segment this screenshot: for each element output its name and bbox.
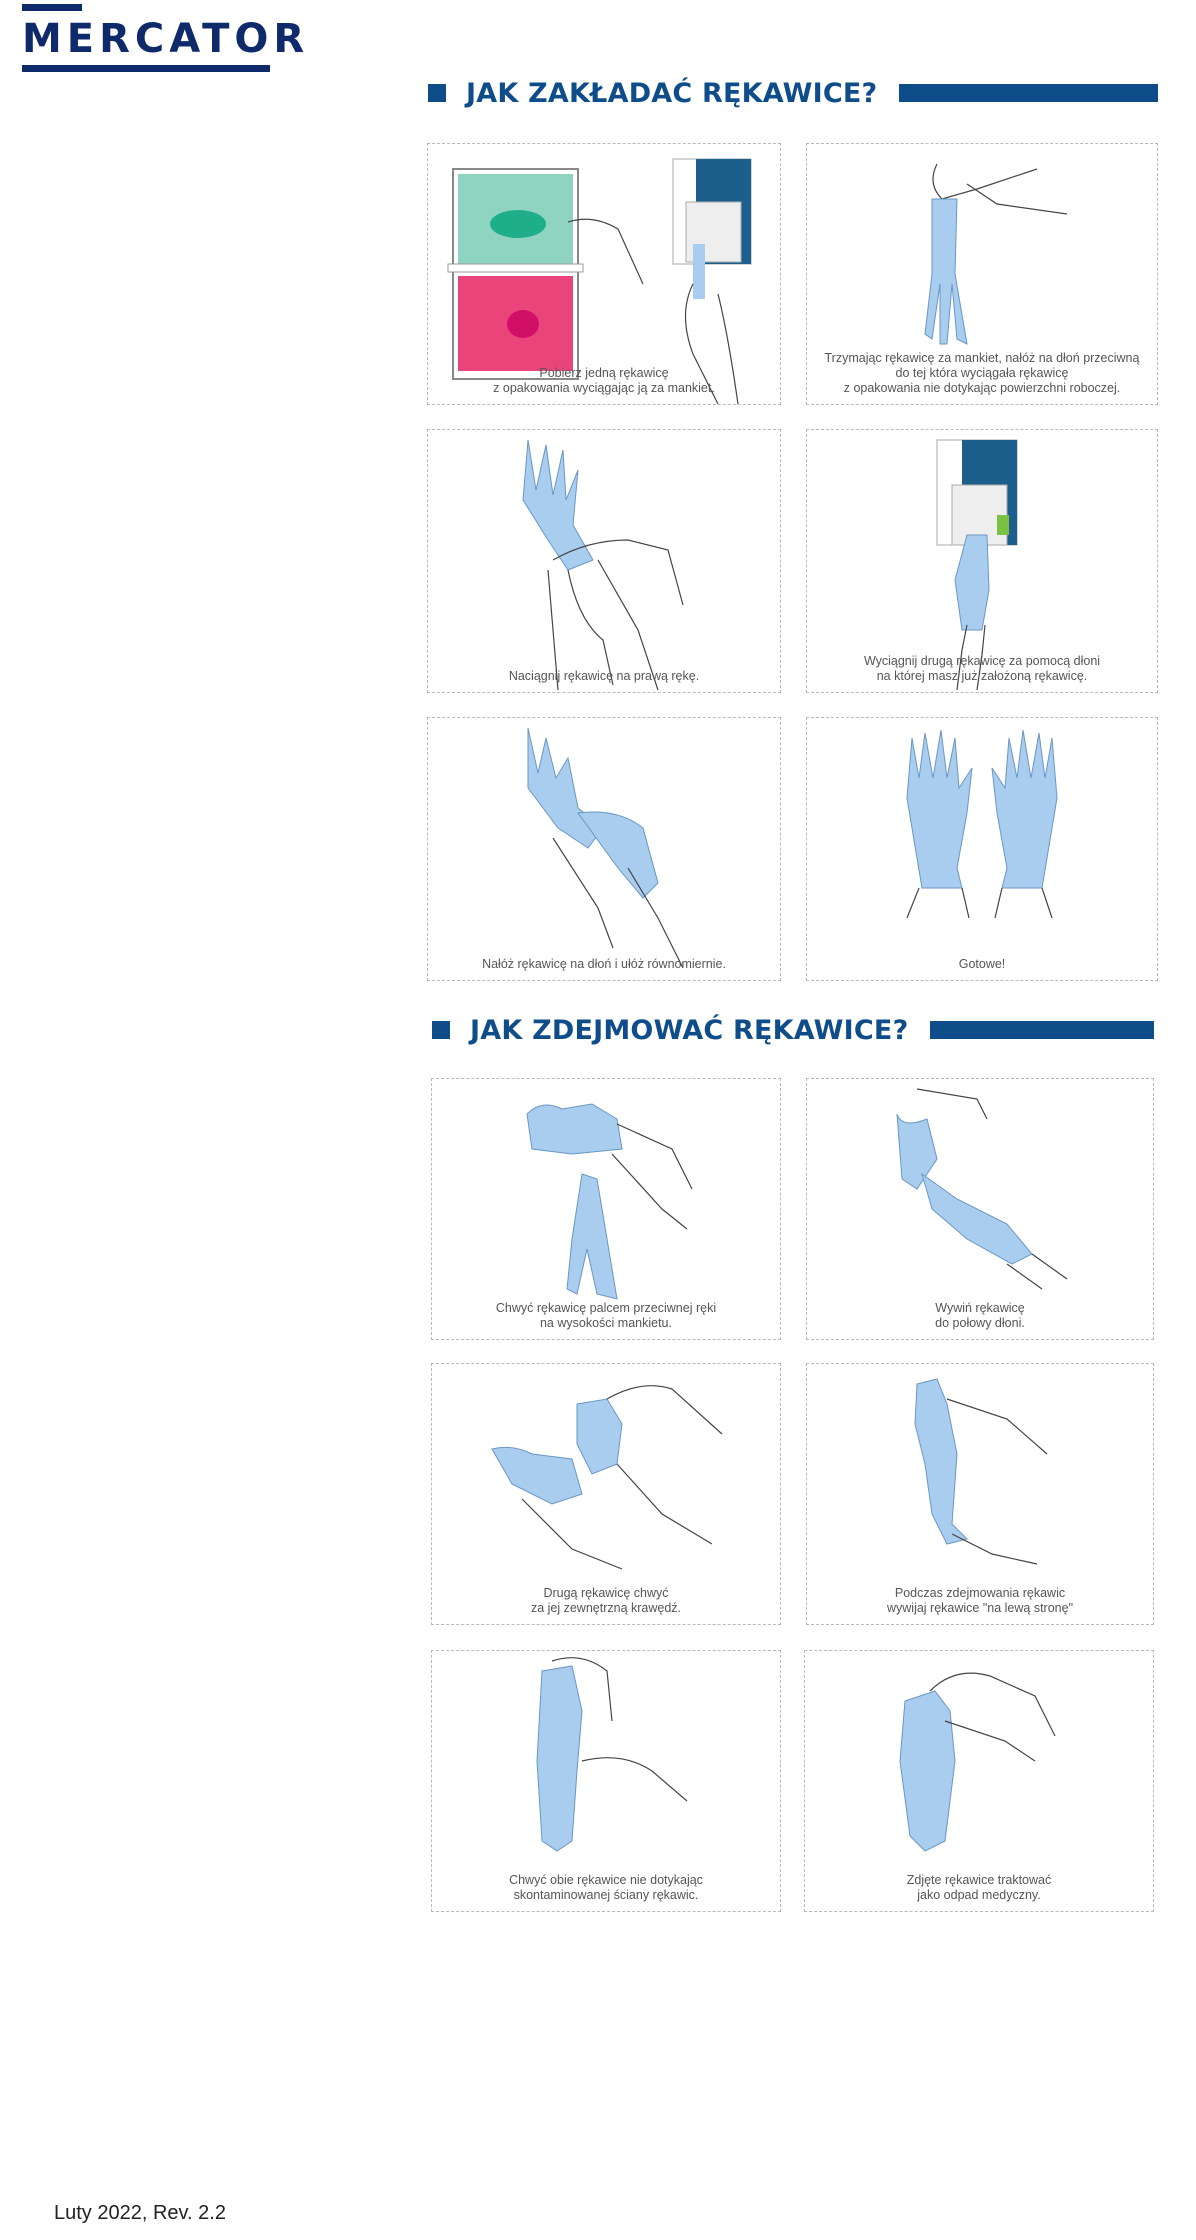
mercator-logo xyxy=(22,4,310,72)
take-off-step-6 xyxy=(804,1650,1154,1912)
put-on-step-3 xyxy=(427,429,781,693)
heading-square-icon xyxy=(432,1021,450,1039)
step-caption: Gotowe! xyxy=(958,957,1006,971)
heading-rule xyxy=(899,84,1158,102)
take-off-step-1 xyxy=(431,1078,781,1340)
take-off-heading xyxy=(432,1014,1154,1046)
put-on-step-6 xyxy=(806,717,1158,981)
put-on-title: JAK ZAKŁADAĆ RĘKAWICE? xyxy=(466,77,878,109)
step-caption: Wyciągnij drugą rękawicę za pomocą dłoni na której masz już założoną rękawicę. xyxy=(863,654,1101,683)
step-caption: Podczas zdejmowania rękawic wywijaj rękawice "na lewą stronę" xyxy=(886,1586,1074,1615)
heading-square-icon xyxy=(428,84,446,102)
step-caption: Wywiń rękawicę do połowy dłoni. xyxy=(935,1301,1025,1330)
take-off-step-4 xyxy=(806,1363,1154,1625)
step-caption: Chwyć obie rękawice nie dotykając skontaminowanej ściany rękawic. xyxy=(509,1873,703,1902)
step-caption: Nałóż rękawicę na dłoń i ułóż równomiernie. xyxy=(482,957,726,971)
heading-rule xyxy=(930,1021,1154,1039)
take-off-title: JAK ZDEJMOWAĆ RĘKAWICE? xyxy=(470,1014,909,1046)
logo-top-bar xyxy=(22,4,82,11)
step-caption: Chwyć rękawicę palcem przeciwnej ręki na wysokości mankietu. xyxy=(495,1301,717,1330)
revision-footer: Luty 2022, Rev. 2.2 xyxy=(54,2202,226,2224)
logo-bottom-bar xyxy=(22,65,270,72)
put-on-step-2 xyxy=(806,143,1158,405)
step-caption: Drugą rękawicę chwyć za jej zewnętrzną krawędź. xyxy=(530,1586,682,1615)
step-caption: Zdjęte rękawice traktować jako odpad medyczny. xyxy=(906,1873,1052,1902)
pull-glove-illustration xyxy=(428,430,782,694)
put-on-step-4 xyxy=(806,429,1158,693)
two-gloves-illustration xyxy=(807,718,1159,982)
take-off-step-5 xyxy=(431,1650,781,1912)
step-caption: Naciągnij rękawicę na prawą rękę. xyxy=(508,669,700,683)
put-on-heading xyxy=(428,77,1158,109)
take-off-step-2 xyxy=(806,1078,1154,1340)
step-caption: Trzymając rękawicę za mankiet, nałóż na dłoń przeciwną do tej która wyciągała rękawicę z opakowania nie dotykając powierzchni roboczej. xyxy=(824,351,1140,395)
put-on-step-1 xyxy=(427,143,781,405)
adjust-glove-illustration xyxy=(428,718,782,982)
step-caption: Pobierz jedną rękawicę z opakowania wyciągając ją za mankiet. xyxy=(493,366,715,395)
put-on-step-5 xyxy=(427,717,781,981)
take-off-step-3 xyxy=(431,1363,781,1625)
logo-text: MERCATOR xyxy=(22,16,310,62)
